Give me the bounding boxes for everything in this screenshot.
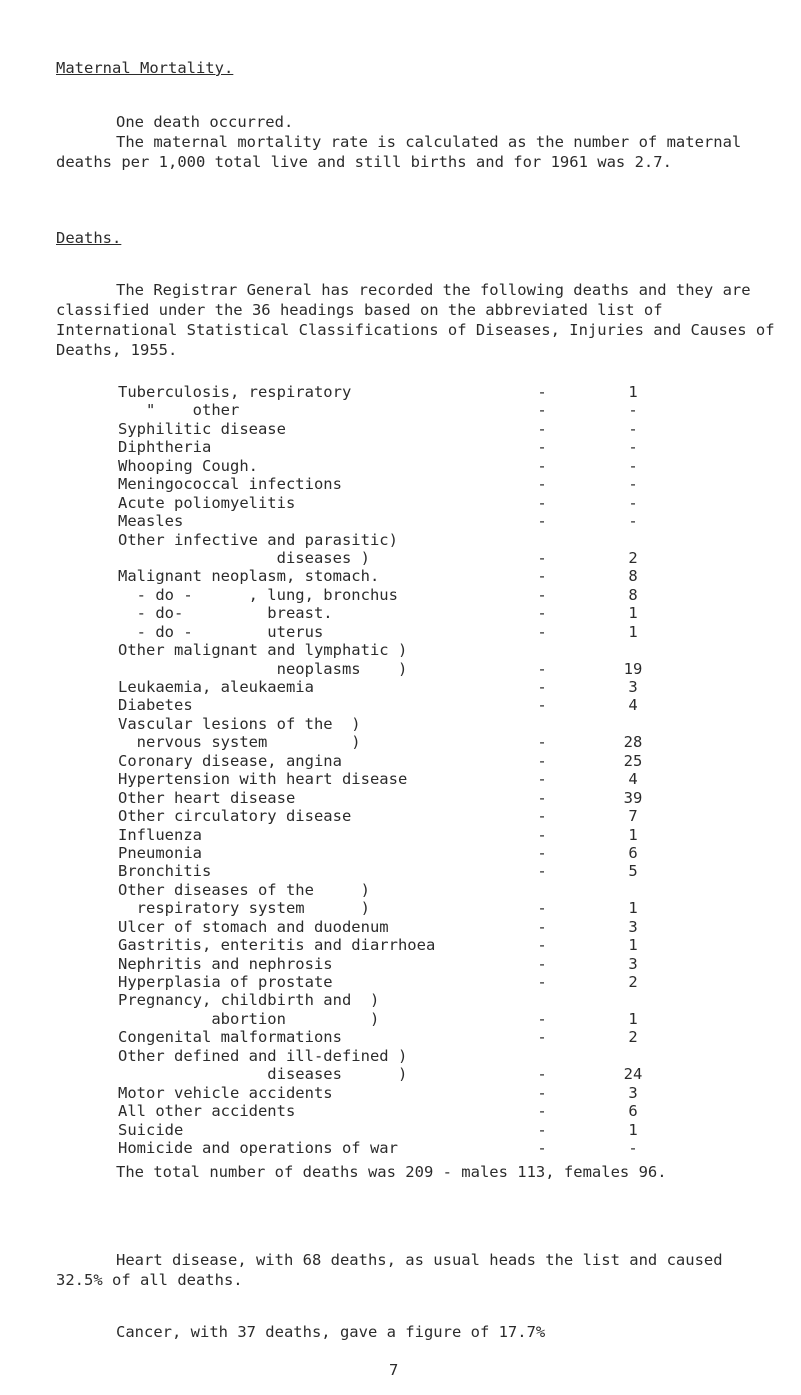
row-dash: -	[537, 788, 547, 807]
row-dash: -	[537, 383, 547, 401]
row-dash: -	[537, 936, 547, 955]
cause-label: Gastritis, enteritis and diarrhoea	[118, 936, 436, 955]
row-dash: -	[537, 622, 547, 641]
table-row	[118, 1139, 758, 1157]
cause-label: Leukaemia, aleukaemia	[118, 678, 314, 696]
row-dash: -	[537, 1138, 547, 1157]
table-row	[118, 844, 758, 862]
row-dash: -	[537, 678, 547, 696]
table-row	[118, 1102, 758, 1120]
row-dash: -	[537, 659, 547, 678]
row-dash: -	[537, 548, 547, 567]
table-row	[118, 752, 758, 770]
table-row	[118, 383, 758, 401]
cause-label: Other heart disease	[118, 788, 296, 807]
table-row	[118, 660, 758, 678]
table-row	[118, 401, 758, 419]
cause-label: Pregnancy, childbirth and )	[118, 991, 380, 1010]
cause-label: Vascular lesions of the )	[118, 714, 361, 733]
death-count: 2	[628, 548, 638, 567]
death-count: 2	[628, 1028, 638, 1047]
cause-label: nervous system )	[118, 733, 361, 752]
heart-disease-para: Heart disease, with 68 deaths, as usual heads the list and caused 32.5% of all deaths.	[56, 1251, 723, 1289]
cause-label: Hypertension with heart disease	[118, 770, 408, 789]
row-dash: -	[537, 1120, 547, 1139]
table-row	[118, 438, 758, 456]
cause-label: Other malignant and lymphatic )	[118, 641, 408, 660]
cause-label: Measles	[118, 512, 184, 531]
row-dash: -	[537, 512, 547, 531]
maternal-mortality-text	[56, 112, 776, 172]
table-row	[118, 936, 758, 954]
maternal-para-1: One death occurred.	[116, 113, 294, 131]
table-row	[118, 973, 758, 991]
row-dash: -	[537, 1065, 547, 1084]
table-row	[118, 567, 758, 585]
cause-label: - do - , lung, bronchus	[118, 585, 398, 604]
cause-label: Acute poliomyelitis	[118, 493, 296, 512]
table-row	[118, 1047, 758, 1065]
row-dash: -	[537, 696, 547, 715]
cause-label: Coronary disease, angina	[118, 751, 342, 770]
death-count: 19	[623, 659, 643, 678]
table-row	[118, 1084, 758, 1102]
table-row	[118, 549, 758, 567]
cause-label: diseases )	[118, 1065, 408, 1084]
cause-label: Ulcer of stomach and duodenum	[118, 917, 389, 936]
table-row	[118, 457, 758, 475]
table-row	[118, 770, 758, 788]
row-dash: -	[537, 567, 547, 586]
death-count: 4	[628, 770, 638, 789]
cause-label: Congenital malformations	[118, 1028, 342, 1047]
table-row	[118, 1028, 758, 1046]
row-dash: -	[537, 401, 547, 420]
table-row	[118, 918, 758, 936]
row-dash: -	[537, 493, 547, 512]
cause-label: Motor vehicle accidents	[118, 1083, 333, 1102]
cause-label: neoplasms )	[118, 659, 408, 678]
table-row	[118, 1121, 758, 1139]
heart-disease-text	[56, 1250, 776, 1290]
death-count: -	[628, 419, 638, 438]
row-dash: -	[537, 751, 547, 770]
row-dash: -	[537, 862, 547, 881]
row-dash: -	[537, 807, 547, 826]
cause-label: Syphilitic disease	[118, 419, 286, 438]
table-row	[118, 789, 758, 807]
table-row	[118, 696, 758, 714]
table-row	[118, 586, 758, 604]
page-number: 7	[389, 1361, 399, 1379]
cause-label: Bronchitis	[118, 862, 212, 881]
death-count: -	[628, 438, 638, 457]
row-dash: -	[537, 438, 547, 457]
cause-label: Suicide	[118, 1120, 184, 1139]
row-dash: -	[537, 899, 547, 918]
row-dash: -	[537, 733, 547, 752]
table-row	[118, 715, 758, 733]
death-count: -	[628, 493, 638, 512]
row-dash: -	[537, 917, 547, 936]
row-dash: -	[537, 1102, 547, 1121]
cause-label: Other defined and ill-defined )	[118, 1046, 408, 1065]
row-dash: -	[537, 954, 547, 973]
death-count: 1	[628, 1009, 638, 1028]
table-row	[118, 899, 758, 917]
death-count: 3	[628, 917, 638, 936]
total-deaths-text	[56, 1162, 776, 1182]
maternal-para-2: The maternal mortality rate is calculated as the number of maternal deaths per 1,000 total live and still births and for 1961 was 2.7.	[56, 133, 742, 171]
table-row	[118, 807, 758, 825]
cause-label: Whooping Cough.	[118, 456, 258, 475]
death-count: 3	[628, 678, 638, 696]
death-count: 25	[623, 751, 643, 770]
total-deaths-para: The total number of deaths was 209 - males 113, females 96.	[116, 1163, 667, 1181]
death-count: -	[628, 475, 638, 494]
maternal-mortality-heading: Maternal Mortality.	[56, 59, 234, 77]
cause-label: Nephritis and nephrosis	[118, 954, 333, 973]
death-count: 6	[628, 1102, 638, 1121]
cancer-text	[56, 1322, 776, 1342]
death-count: 28	[623, 733, 643, 752]
death-count: 6	[628, 843, 638, 862]
table-row	[118, 420, 758, 438]
row-dash: -	[537, 604, 547, 623]
table-row	[118, 862, 758, 880]
table-row	[118, 955, 758, 973]
cause-label: Malignant neoplasm, stomach.	[118, 567, 380, 586]
table-row	[118, 494, 758, 512]
table-row	[118, 881, 758, 899]
death-count: 7	[628, 807, 638, 826]
death-count: 24	[623, 1065, 643, 1084]
death-count: 3	[628, 954, 638, 973]
cause-label: Other diseases of the )	[118, 880, 370, 899]
cause-label: abortion )	[118, 1009, 380, 1028]
death-count: 8	[628, 567, 638, 586]
row-dash: -	[537, 419, 547, 438]
table-row	[118, 826, 758, 844]
cause-label: Meningococcal infections	[118, 475, 342, 494]
deaths-intro-text	[56, 280, 776, 360]
deaths-intro-para: The Registrar General has recorded the following deaths and they are classified under the 36 headings based on the abbreviated list of International Statistical Classifications of Diseases, Injuries and Causes of Deaths, 1955.	[56, 281, 775, 359]
row-dash: -	[537, 585, 547, 604]
death-count: 1	[628, 1120, 638, 1139]
cause-label: Tuberculosis, respiratory	[118, 383, 352, 401]
death-count: 1	[628, 383, 638, 401]
death-count: 1	[628, 604, 638, 623]
death-count: -	[628, 512, 638, 531]
table-row	[118, 1010, 758, 1028]
death-count: 8	[628, 585, 638, 604]
death-count: 39	[623, 788, 643, 807]
row-dash: -	[537, 843, 547, 862]
death-count: 3	[628, 1083, 638, 1102]
cause-label: - do- breast.	[118, 604, 333, 623]
cause-label: Homicide and operations of war	[118, 1138, 398, 1157]
table-row	[118, 531, 758, 549]
table-row	[118, 475, 758, 493]
row-dash: -	[537, 1083, 547, 1102]
death-count: -	[628, 401, 638, 420]
death-count: 5	[628, 862, 638, 881]
table-row	[118, 641, 758, 659]
cause-label: respiratory system )	[118, 899, 370, 918]
cause-label: - do - uterus	[118, 622, 324, 641]
death-count: 1	[628, 936, 638, 955]
cause-label: Influenza	[118, 825, 202, 844]
death-count: 2	[628, 973, 638, 991]
table-row	[118, 623, 758, 641]
death-count: 1	[628, 622, 638, 641]
row-dash: -	[537, 475, 547, 494]
row-dash: -	[537, 1028, 547, 1047]
row-dash: -	[537, 770, 547, 789]
causes-of-death-table	[118, 383, 758, 1157]
cause-label: Hyperplasia of prostate	[118, 973, 333, 991]
cause-label: Other circulatory disease	[118, 807, 352, 826]
row-dash: -	[537, 825, 547, 844]
table-row	[118, 1065, 758, 1083]
death-count: 1	[628, 825, 638, 844]
cause-label: diseases )	[118, 548, 370, 567]
cause-label: Pneumonia	[118, 843, 202, 862]
cause-label: All other accidents	[118, 1102, 296, 1121]
death-count: -	[628, 456, 638, 475]
table-row	[118, 733, 758, 751]
death-count: 4	[628, 696, 638, 715]
table-row	[118, 512, 758, 530]
table-row	[118, 991, 758, 1009]
row-dash: -	[537, 1009, 547, 1028]
cancer-para: Cancer, with 37 deaths, gave a figure of 17.7%	[116, 1323, 546, 1341]
row-dash: -	[537, 973, 547, 991]
cause-label: " other	[118, 401, 240, 420]
deaths-heading: Deaths.	[56, 229, 122, 247]
death-count: 1	[628, 899, 638, 918]
cause-label: Other infective and parasitic)	[118, 530, 398, 549]
cause-label: Diphtheria	[118, 438, 212, 457]
table-row	[118, 678, 758, 696]
death-count: -	[628, 1138, 638, 1157]
cause-label: Diabetes	[118, 696, 193, 715]
row-dash: -	[537, 456, 547, 475]
table-row	[118, 604, 758, 622]
